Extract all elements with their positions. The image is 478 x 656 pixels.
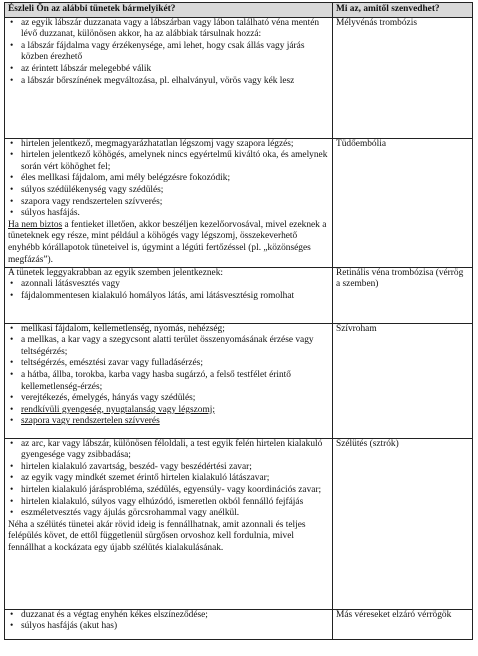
table-row [5,438,473,609]
condition-cell: Mélyvénás trombózis [333,17,473,138]
condition-cell: Szélütés (sztrók) [333,438,473,609]
list-item: • hirtelen jelentkező köhögés, amelynek nincs egyértelmű kiváltó oka, és amelynek során vért köhöghet fel; [8,150,329,173]
list-item: • a lábszár fájdalma vagy érzékenysége, ami lehet, hogy csak állás vagy járás közben érezhető [8,41,329,64]
list-item: • súlyos hasfájás. [8,208,329,220]
list-item: • rendkívüli gyengeség, nyugtalanság vagy légszomj; [8,405,329,417]
symptom-list [8,324,329,428]
list-item: • az egyik vagy mindkét szemet érintő hirtelen kialakuló látászavar; [8,473,329,485]
list-item: • a hátba, állba, torokba, karba vagy hasba sugárzó, a felső testfélet érintő kellemetlenség-érzés; [8,370,329,393]
list-item: • hirtelen kialakuló zavartság, beszéd- vagy beszédértési zavar; [8,462,329,474]
list-item: • éles mellkasi fájdalom, ami mély belégzésre fokozódik; [8,173,329,185]
condition-cell: Retinális véna trombózisa (vérrög a szemben) [333,267,473,323]
table-header-row [5,3,473,18]
symptom-list [8,610,329,633]
note-paragraph: Néha a szélütés tünetei akár rövid ideig is fennállhatnak, amit azonnali és teljes felépülés követ, de ettől függetlenül sürgősen orvoshoz kell fordulnia, mivel fennállhat a kockázata egy újabb szélütés kialakulásának. [8,519,306,553]
symptoms-cell [5,609,333,639]
list-item: • hirtelen kialakuló, súlyos vagy elhúzódó, ismeretlen okból fennálló fejfájás [8,497,329,509]
condition-cell: Tüdőembólia [333,138,473,267]
list-item: • az érintett lábszár melegebbé válik [8,64,329,76]
list-item: • a lábszár bőrszínének megváltozása, pl. elhalványul, vörös vagy kék lesz [8,76,329,88]
list-item: • duzzanat és a végtag enyhén kékes elszíneződése; [8,610,329,622]
list-item: • mellkasi fájdalom, kellemetlenség, nyomás, nehézség; [8,324,329,336]
table-row [5,267,473,323]
header-symptoms: Észleli Ön az alábbi tünetek bármelyikét? [5,3,333,18]
list-item: • hirtelen jelentkező, megmagyarázhatatlan légszomj vagy szapora légzés; [8,139,329,151]
table-row [5,17,473,138]
symptom-list [8,18,329,88]
list-item: • a mellkas, a kar vagy a szegycsont alatti terület összenyomásának érzése vagy teltségérzés; [8,335,329,358]
intro-text: A tünetek leggyakrabban az egyik szemben jelentkeznek: [8,267,224,278]
list-item: • szapora vagy rendszertelen szívverés; [8,197,329,209]
list-item: • súlyos hasfájás (akut has) [8,621,329,633]
symptoms-cell [5,438,333,609]
list-item: • fájdalommentesen kialakuló homályos látás, ami látásvesztésig romolhat [8,291,329,303]
note-lead: Ha nem biztos [8,219,63,230]
list-item: • hirtelen kialakuló járásprobléma, szédülés, egyensúly- vagy koordinációs zavar; [8,485,329,497]
symptom-list [8,279,329,302]
list-item: • teltségérzés, emésztési zavar vagy fulladásérzés; [8,358,329,370]
table-row [5,609,473,639]
condition-cell: Más véreseket elzáró vérrögök [333,609,473,639]
note-paragraph [8,220,329,266]
table-row [5,138,473,267]
header-condition: Mi az, amitől szenvedhet? [333,3,473,18]
symptoms-cell [5,267,333,323]
list-item: • verejtékezés, émelygés, hányás vagy szédülés; [8,393,329,405]
list-item: • súlyos szédülékenység vagy szédülés; [8,185,329,197]
symptoms-cell [5,138,333,267]
list-item: • az arc, kar vagy lábszár, különösen féloldali, a test egyik felén hirtelen kialakuló gyengesége vagy zsibbadása; [8,439,329,462]
symptoms-cell [5,323,333,438]
list-item: • eszméletvesztés vagy ájulás görcsrohammal vagy anélkül. [8,508,329,520]
symptoms-cell [5,17,333,138]
list-item: • azonnali látásvesztés vagy [8,279,329,291]
symptom-list [8,439,329,520]
symptom-table [4,2,473,640]
condition-cell: Szívroham [333,323,473,438]
list-item: • az egyik lábszár duzzanata vagy a lábszárban vagy lábon található véna mentén lévő duzzanat, különösen akkor, ha az alábbiak társulnak hozzá: [8,18,329,41]
table-row [5,323,473,438]
list-item: • szapora vagy rendszertelen szívverés [8,416,329,428]
symptom-list [8,139,329,220]
note-text: a fentieket illetően, akkor beszéljen kezelőorvosával, mivel ezeknek a tüneteknek egy része, mint például a köhögés vagy légszomj, összekeverhető enyhébb kórállapotok tüneteivel is, úgymint a légúti fertőzéssel (pl. „közönséges megfázás”). [8,219,327,265]
